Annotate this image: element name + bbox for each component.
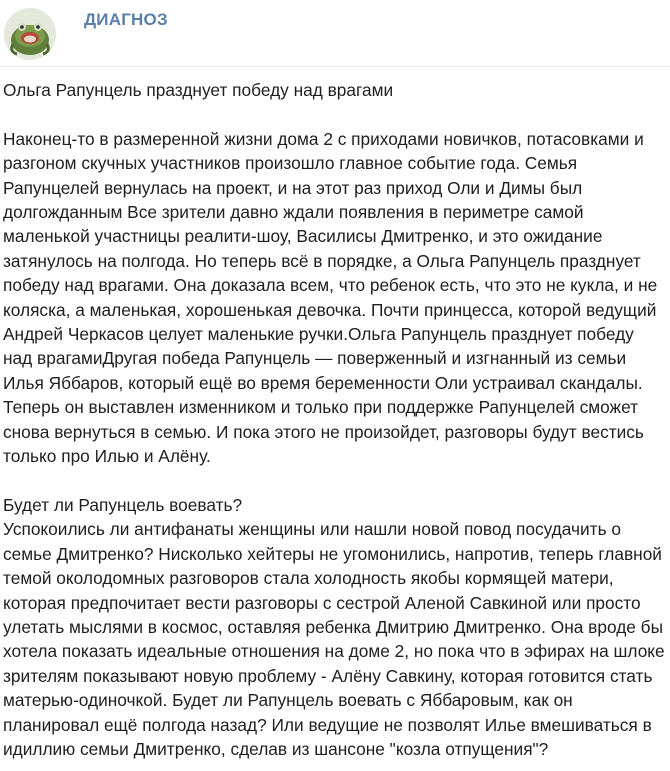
group-name-link[interactable]: ДИАГНОЗ xyxy=(84,10,168,29)
post-paragraph-2: Успокоились ли антифанаты женщины или нашли новой повод посудачить о семье Дмитренко? Нисколько хейтеры не угомонились, напротив, теперь главной темой околодомных разговоров стала холодность якобы кормящей матери, которая предпочитает вести разговоры с сестрой Аленой Савкиной или просто улетать мыслями в космос, оставляя ребенка Дмитрию Дмитренко. Она вроде бы хотела показать идеальные отношения на доме 2, но пока что в эфирах на шлоке зрителям показывают новую проблему - Алёну Савкину, которая готовится стать матерью-одиночкой. Будет ли Рапунцель воевать с Яббаровым, как он планировал ещё полгода назад? Или ведущие не позволят Илье вмешиваться в идиллию семьи Дмитренко, сделав из шансоне "козла отпущения"? xyxy=(3,519,665,759)
post-subheading: Будет ли Рапунцель воевать? xyxy=(3,494,243,515)
avatar-image xyxy=(4,8,56,60)
post-text xyxy=(3,78,667,761)
post-header xyxy=(0,0,670,67)
post-paragraph-1: Наконец-то в размеренной жизни дома 2 с приходами новичков, потасовками и разгоном скучных участников произошло главное событие года. Семья Рапунцелей вернулась на проект, и на этот раз приход Оли и Димы был долгожданным Все зрители давно ждали появления в периметре самой маленькой участницы реалити-шоу, Василисы Дмитренко, и это ожидание затянулось на полгода. Но теперь всё в порядке, а Ольга Рапунцель празднует победу над врагами. Она доказала всем, что ребенок есть, что это не кукла, и не коляска, а маленькая, хорошенькая девочка. Почти принцесса, которой ведущий Андрей Черкасов целует маленькие ручки.Ольга Рапунцель празднует победу над врагамиДругая победа Рапунцель — поверженный и изгнанный из семьи Илья Яббаров, который ещё во время беременности Оли устраивал скандалы. Теперь он выставлен изменником и только при поддержке Рапунцелей сможет снова вернуться в семью. И пока этого не произойдет, разговоры будут вестись только про Илью и Алёну. xyxy=(3,128,658,467)
group-avatar-icon[interactable] xyxy=(4,8,56,60)
post-title: Ольга Рапунцель празднует победу над врагами xyxy=(3,80,394,100)
